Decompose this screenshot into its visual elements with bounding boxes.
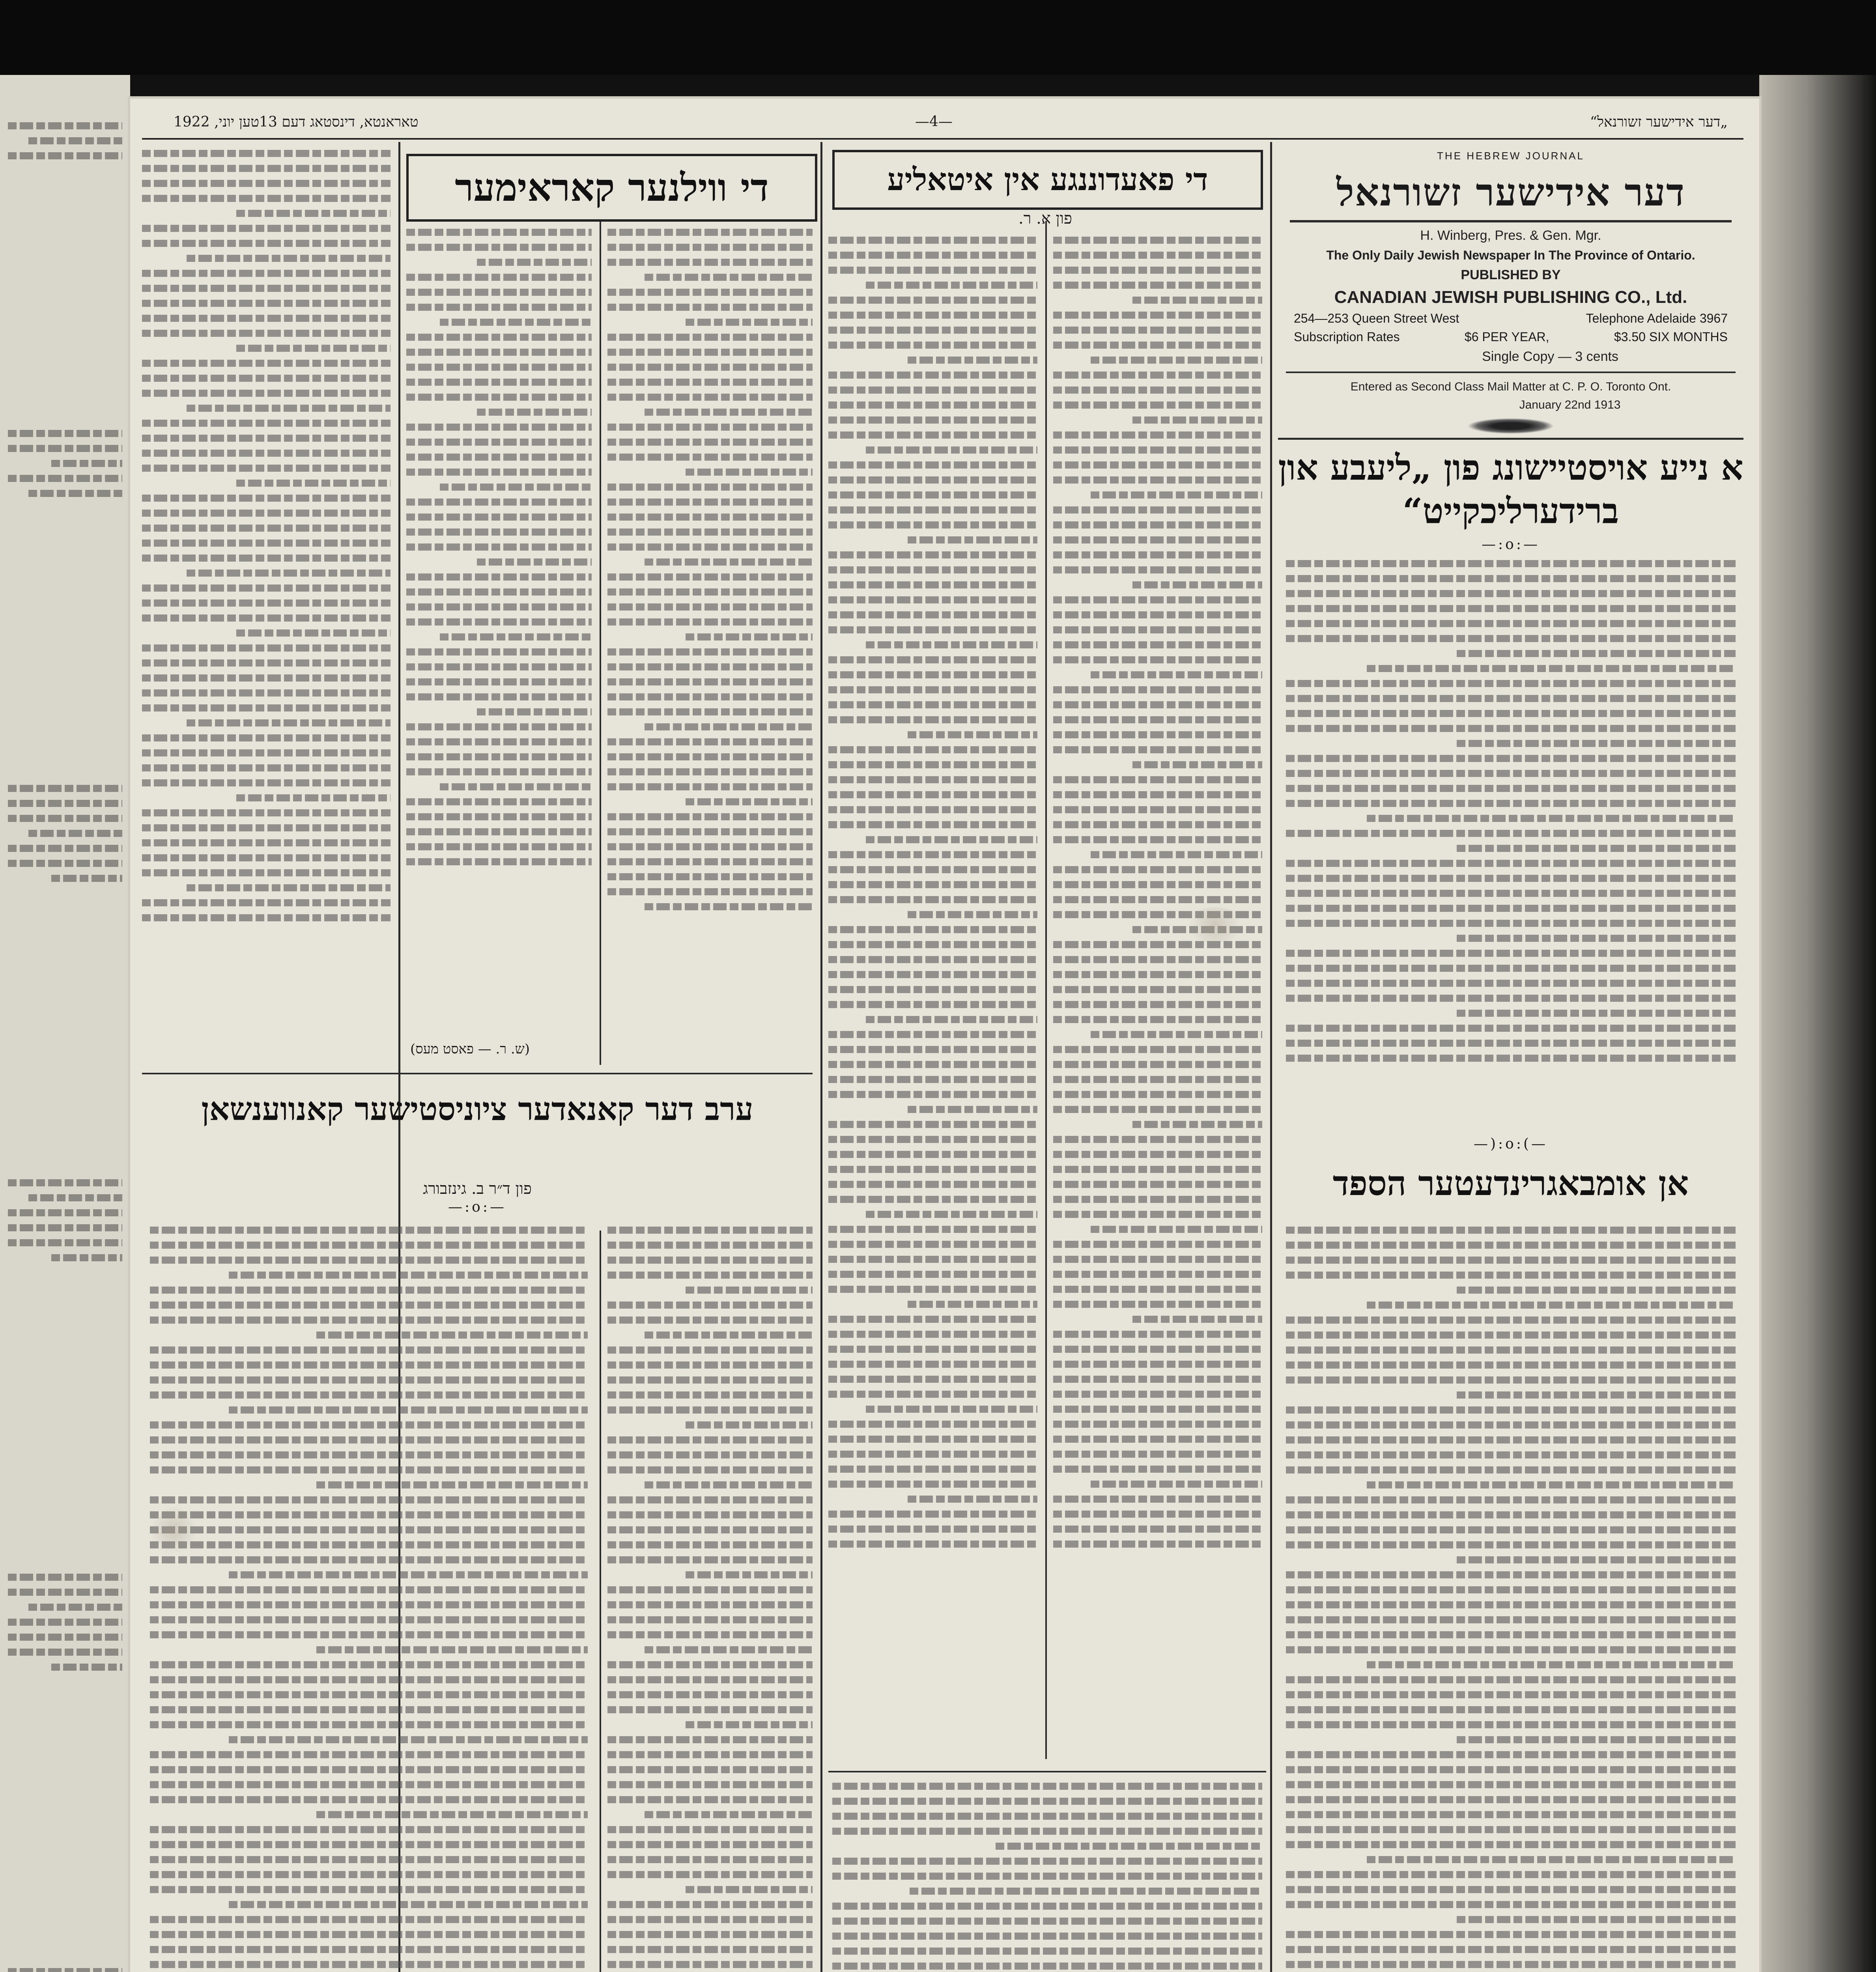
masthead-title: דער אידישער זשורנאל [1336, 170, 1685, 215]
masthead-address-row [1278, 311, 1743, 326]
lower-middle-body [832, 1783, 1262, 1972]
masthead-telephone: Telephone Adelaide 3967 [1586, 311, 1728, 325]
vilna-body-right [607, 229, 813, 1057]
masthead-english-name: THE HEBREW JOURNAL [1437, 150, 1585, 162]
left-column-body [142, 150, 391, 1065]
masthead-rule [1290, 220, 1732, 222]
masthead [1278, 150, 1743, 426]
masthead-entered-date: January 22nd 1913 [1519, 398, 1621, 411]
vilna-body-left [406, 229, 592, 1037]
header-paper-name: „דער אידישער זשורנאל“ [1590, 114, 1728, 130]
page-header [142, 106, 1743, 140]
liebe-body [1286, 560, 1736, 1124]
vilna-signature: (ש. ר. — פאסט מעס) [410, 1041, 530, 1057]
zionist-body-right [607, 1227, 813, 1972]
tunis-byline: פון א. ר. [1018, 209, 1072, 228]
hesped-separator: —):o:(— [1473, 1136, 1548, 1152]
column-rule [820, 142, 822, 1972]
column-rule [600, 1231, 601, 1972]
tunis-body-right [1053, 237, 1262, 1767]
zionist-body-left [150, 1227, 588, 1972]
zionist-byline: פון ד״ר ב. גינזבורג [423, 1180, 532, 1198]
masthead-rule [1286, 372, 1736, 373]
masthead-company: CANADIAN JEWISH PUBLISHING CO., Ltd. [1334, 288, 1687, 307]
masthead-address: 254—253 Queen Street West [1294, 311, 1459, 325]
masthead-published-by: PUBLISHED BY [1461, 267, 1561, 282]
masthead-rate-year: $6 PER YEAR, [1464, 330, 1549, 344]
header-page-number: —4— [915, 114, 953, 130]
masthead-publisher: H. Winberg, Pres. & Gen. Mgr. [1420, 228, 1601, 243]
hesped-headline: אן אומבאגרינדעטער הספד [1332, 1163, 1689, 1203]
liebe-separator: —:o:— [1482, 536, 1540, 553]
vilna-headline: די ווילנער קאראימער [406, 154, 817, 222]
liebe-headline: א נייע אויסטיישונג פון „ליעבע און ברידערליכקייט“ [1278, 447, 1743, 531]
adjacent-page-fold [0, 75, 130, 1972]
paper-stain [1183, 907, 1246, 943]
scan-top-border [0, 0, 1876, 75]
masthead-rates-row [1278, 330, 1743, 344]
zionist-separator: —:o:— [448, 1199, 506, 1215]
column-rule [1045, 221, 1047, 1759]
section-rule [1278, 438, 1743, 440]
section-rule [142, 1073, 813, 1074]
column-rule [1270, 142, 1272, 1972]
masthead-rates-label: Subscription Rates [1294, 330, 1400, 344]
hesped-body [1286, 1227, 1736, 1972]
masthead-single-copy: Single Copy — 3 cents [1482, 349, 1618, 364]
masthead-entered: Entered as Second Class Mail Matter at C. P. O. Toronto Ont. [1350, 380, 1671, 393]
masthead-tagline: The Only Daily Jewish Newspaper In The Province of Ontario. [1326, 248, 1695, 262]
masthead-ornament [1467, 418, 1554, 434]
section-rule [828, 1771, 1266, 1772]
page-stack-shadow [1759, 75, 1876, 1972]
zionist-headline: ערב דער קאנאדער ציוניסטישער קאנווענשאן [201, 1091, 753, 1128]
tunis-headline: די פאעדוננגע אין איטאליע [832, 150, 1263, 210]
paper-stain [150, 1507, 197, 1554]
header-date: טאראנטא, דינסטאג דעם 13טען יוני, 1922 [174, 114, 419, 130]
masthead-rate-six: $3.50 SIX MONTHS [1614, 330, 1728, 344]
tunis-body-left [828, 237, 1037, 1767]
column-rule [600, 221, 601, 1065]
